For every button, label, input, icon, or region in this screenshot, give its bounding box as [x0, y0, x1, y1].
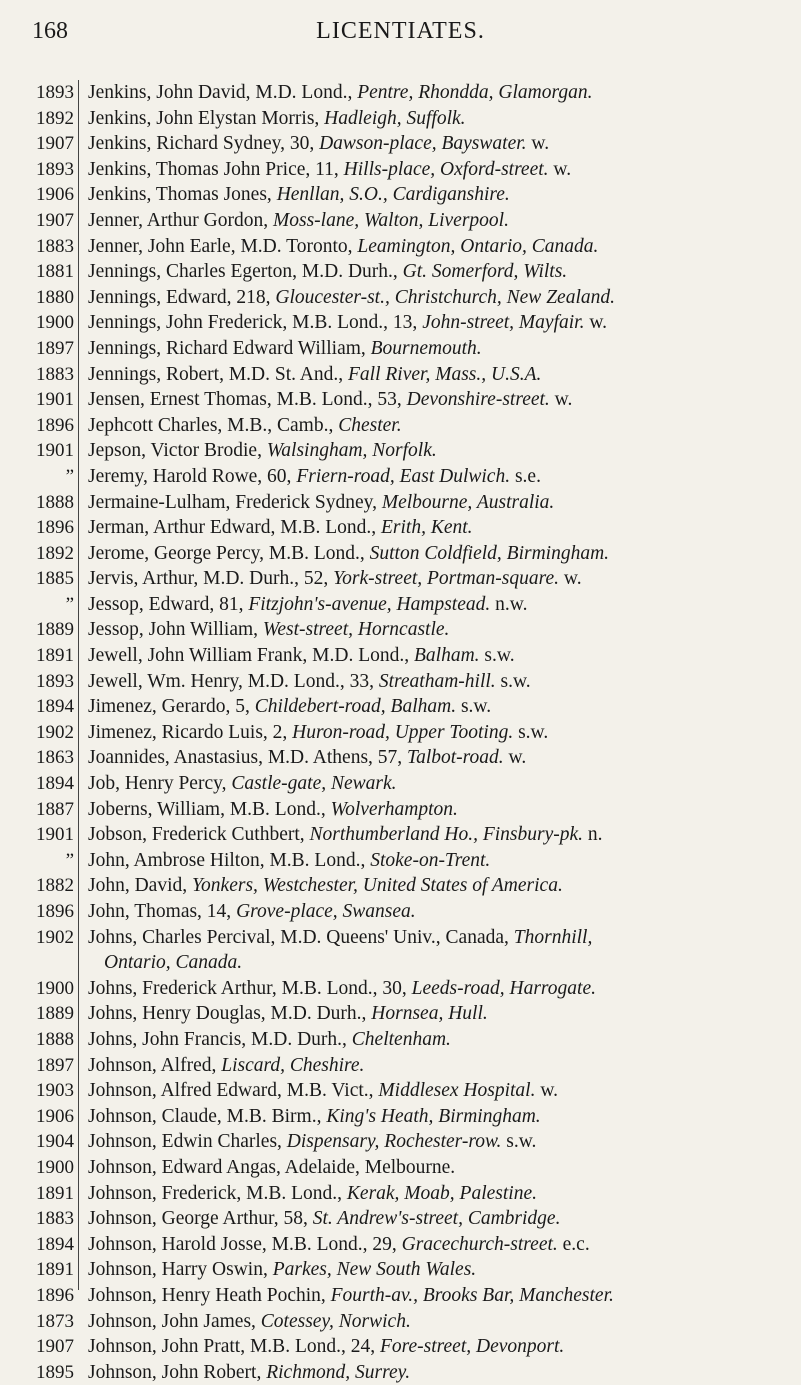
entry-name: Johns, Charles Percival, M.D. Queens' Univ., Canada,	[88, 926, 514, 948]
entry-row	[88, 771, 793, 797]
entry-row	[88, 745, 793, 771]
entry-row	[88, 541, 793, 567]
entry-name: Johnson, Frederick, M.B. Lond.,	[88, 1182, 347, 1204]
entry-name: Jerome, George Percy, M.B. Lond.,	[88, 542, 370, 564]
entry-address: Pentre, Rhondda, Glamorgan.	[357, 82, 593, 103]
entry-address: Leamington, Ontario, Canada.	[357, 235, 599, 257]
entry-year: 1887	[36, 798, 74, 820]
entry-address: Kerak, Moab, Palestine.	[346, 1182, 537, 1204]
entry-address: Balham.	[414, 645, 480, 667]
entry-address: Henllan, S.O., Cardiganshire.	[276, 184, 510, 206]
entry-row	[88, 259, 793, 285]
entry-district: w.	[535, 1080, 559, 1102]
entry-year: 1893	[36, 670, 74, 692]
entry-year: 1904	[36, 1131, 74, 1153]
entry-row	[88, 1206, 793, 1232]
entry-name: Jenner, John Earle, M.D. Toronto,	[88, 235, 358, 257]
entry-row	[88, 234, 793, 260]
entry-row	[88, 208, 793, 234]
entry-address: Erith, Kent.	[381, 517, 473, 539]
entry-year: 1900	[36, 977, 74, 999]
entry-row	[88, 1001, 793, 1027]
entry-row	[88, 1155, 793, 1181]
entry-year: 1902	[36, 721, 74, 743]
entry-row	[88, 515, 793, 541]
entry-row	[88, 1334, 793, 1360]
entry-address: Liscard, Cheshire.	[221, 1054, 365, 1076]
entry-name: Jessop, John William,	[88, 619, 263, 641]
entry-district: w.	[559, 568, 582, 590]
entry-year: 1894	[36, 696, 74, 718]
entry-row	[88, 1129, 793, 1155]
entry-row	[88, 720, 793, 746]
entry-row	[88, 669, 793, 695]
entry-address: Hadleigh, Suffolk.	[324, 107, 466, 129]
entry-address: Leeds-road, Harrogate.	[411, 977, 596, 999]
entry-row	[88, 617, 793, 643]
entry-district: n.w.	[490, 593, 528, 615]
entry-name: Johnson, George Arthur, 58,	[88, 1208, 313, 1230]
entry-address: Gloucester-st., Christchurch, New Zealand.	[275, 286, 615, 308]
entry-row	[88, 80, 793, 106]
entry-year: 1901	[36, 440, 74, 462]
entry-row	[88, 131, 793, 157]
year-column	[22, 80, 74, 1385]
entry-row	[88, 106, 793, 132]
entry-name: Johnson, Alfred Edward, M.B. Vict.,	[88, 1080, 379, 1102]
entry-name: Johnson, John James,	[88, 1310, 261, 1332]
entry-year: 1907	[36, 209, 74, 231]
entry-address: Hornsea, Hull.	[371, 1003, 488, 1025]
entry-year: 1873	[36, 1310, 74, 1332]
entry-district: w.	[548, 158, 572, 180]
entry-year: 1896	[36, 414, 74, 436]
entry-address: Stoke-on-Trent.	[370, 849, 491, 871]
entry-year: 1891	[36, 1259, 74, 1281]
entry-name: Jermaine-Lulham, Frederick Sydney,	[88, 491, 382, 513]
entry-name: Johnson, Harry Oswin,	[88, 1259, 273, 1281]
running-title: LICENTIATES.	[316, 18, 485, 44]
entry-address: Richmond, Surrey.	[266, 1361, 411, 1383]
entry-name: Jensen, Ernest Thomas, M.B. Lond., 53,	[88, 389, 407, 411]
entry-row	[88, 1309, 793, 1335]
entry-row	[88, 310, 793, 336]
entries-column	[88, 80, 793, 1385]
column-rule	[78, 80, 79, 1290]
entry-address: Parkes, New South Wales.	[272, 1259, 477, 1281]
entry-address: Thornhill,	[513, 926, 593, 948]
entry-row	[88, 285, 793, 311]
entry-year: 1889	[36, 1003, 74, 1025]
entry-address: Yonkers, Westchester, United States of America.	[192, 875, 563, 897]
entry-row	[88, 1027, 793, 1053]
entry-year: 1903	[36, 1080, 74, 1102]
entry-row	[88, 1104, 793, 1130]
entry-address: Wolverhampton.	[330, 798, 458, 820]
entry-row	[88, 694, 793, 720]
entry-address: Gracechurch-street.	[401, 1233, 558, 1255]
entry-address: Cotessey, Norwich.	[260, 1310, 411, 1332]
entry-name: Job, Henry Percy,	[88, 773, 232, 795]
entry-district: w.	[503, 747, 527, 769]
entry-address: Fourth-av., Brooks Bar, Manchester.	[330, 1284, 614, 1306]
entry-name: Jennings, Robert, M.D. St. And.,	[88, 363, 349, 385]
entry-address: Fore-street, Devonport.	[379, 1336, 565, 1358]
entry-name: Jephcott Charles, M.B., Camb.,	[88, 414, 339, 436]
entry-name: Johnson, Henry Heath Pochin,	[88, 1284, 331, 1306]
entry-address: John-street, Mayfair.	[422, 312, 585, 334]
entry-address: West-street, Horncastle.	[262, 619, 450, 641]
entry-name: Johnson, Claude, M.B. Birm.,	[88, 1105, 327, 1127]
entry-name: Johns, Frederick Arthur, M.B. Lond., 30,	[88, 977, 412, 999]
entry-name: Johnson, John Pratt, M.B. Lond., 24,	[88, 1336, 380, 1358]
entry-address: Dispensary, Rochester-row.	[286, 1131, 502, 1153]
entry-year: ”	[65, 849, 74, 871]
entry-year: 1907	[36, 133, 74, 155]
entry-name: John, David,	[88, 875, 192, 897]
entry-district: w.	[584, 312, 608, 334]
entry-name: Johnson, Edward Angas, Adelaide, Melbourne.	[88, 1156, 456, 1178]
entry-district: s.w.	[456, 696, 492, 718]
entry-name: Jewell, Wm. Henry, M.D. Lond., 33,	[88, 670, 379, 692]
entry-year: 1863	[36, 747, 74, 769]
entry-name: Jervis, Arthur, M.D. Durh., 52,	[88, 568, 334, 590]
entry-name: Johnson, Edwin Charles,	[88, 1131, 287, 1153]
entry-district: s.w.	[501, 1131, 537, 1153]
entry-address: Fall River, Mass., U.S.A.	[348, 363, 542, 385]
entry-name: Jennings, Charles Egerton, M.D. Durh.,	[88, 261, 403, 283]
entry-row	[88, 899, 793, 925]
entry-address: Huron-road, Upper Tooting.	[292, 721, 514, 743]
entry-row	[88, 976, 793, 1002]
entry-name: John, Ambrose Hilton, M.B. Lond.,	[88, 849, 371, 871]
entry-row	[88, 950, 793, 976]
entry-row	[88, 797, 793, 823]
entry-district: s.e.	[510, 465, 541, 487]
entry-address: Sutton Coldfield, Birmingham.	[369, 542, 610, 564]
entry-row	[88, 336, 793, 362]
entry-year: 1883	[36, 363, 74, 385]
entry-name: Jennings, John Frederick, M.B. Lond., 13,	[88, 312, 423, 334]
entry-row	[88, 362, 793, 388]
entry-address: Dawson-place, Bayswater.	[319, 133, 527, 155]
entry-address: Melbourne, Australia.	[381, 491, 555, 513]
page-number: 168	[32, 18, 68, 44]
entry-address: Walsingham, Norfolk.	[266, 440, 437, 462]
entry-row	[88, 566, 793, 592]
entry-row	[88, 1232, 793, 1258]
entry-address: Northumberland Ho., Finsbury-pk.	[309, 824, 584, 846]
entry-row	[88, 925, 793, 951]
entry-address: Streatham-hill.	[378, 670, 496, 692]
entry-row	[88, 1053, 793, 1079]
entry-name: Joannides, Anastasius, M.D. Athens, 57,	[88, 747, 408, 769]
entry-year: 1900	[36, 1156, 74, 1178]
entry-row	[88, 873, 793, 899]
entry-district: w.	[549, 389, 573, 411]
entry-year: 1891	[36, 645, 74, 667]
entry-name: Jenkins, John David, M.D. Lond.,	[88, 82, 358, 103]
entry-year: 1901	[36, 824, 74, 846]
entry-address: Middlesex Hospital.	[378, 1080, 536, 1102]
entry-year: 1881	[36, 261, 74, 283]
entry-address: Childebert-road, Balham.	[254, 696, 457, 718]
entry-district: s.w.	[513, 721, 549, 743]
entry-address: King's Heath, Birmingham.	[326, 1105, 541, 1127]
entry-year: 1906	[36, 1105, 74, 1127]
entry-name: Jenner, Arthur Gordon,	[88, 209, 273, 231]
entry-year: 1891	[36, 1182, 74, 1204]
entry-address: Bournemouth.	[370, 337, 482, 359]
entry-year: 1888	[36, 491, 74, 513]
entry-row	[88, 848, 793, 874]
entry-year: 1889	[36, 619, 74, 641]
entry-year: 1896	[36, 517, 74, 539]
entry-name: Jerman, Arthur Edward, M.B. Lond.,	[88, 517, 381, 539]
entry-year: 1882	[36, 875, 74, 897]
entry-name: Jenkins, Thomas John Price, 11,	[88, 158, 344, 180]
entry-address: York-street, Portman-square.	[333, 568, 559, 590]
entry-row	[88, 464, 793, 490]
entry-year: 1897	[36, 337, 74, 359]
entry-row	[88, 387, 793, 413]
entry-name: Jenkins, John Elystan Morris,	[88, 107, 325, 129]
entry-row	[88, 643, 793, 669]
entry-address: Castle-gate, Newark.	[231, 773, 397, 795]
entry-year: 1906	[36, 184, 74, 206]
entry-year: 1892	[36, 542, 74, 564]
entry-year	[22, 950, 74, 976]
entry-row	[88, 822, 793, 848]
entry-name: Jeremy, Harold Rowe, 60,	[88, 465, 297, 487]
entry-row	[88, 1283, 793, 1309]
entry-address: Gt. Somerford, Wilts.	[402, 261, 568, 283]
entry-address: Hills-place, Oxford-street.	[343, 158, 549, 180]
entry-year: 1907	[36, 1336, 74, 1358]
entry-address: Cheltenham.	[351, 1028, 451, 1050]
entry-year: 1883	[36, 1208, 74, 1230]
entry-year: 1896	[36, 1284, 74, 1306]
entry-name: Joberns, William, M.B. Lond.,	[88, 798, 331, 820]
entry-address: Friern-road, East Dulwich.	[296, 465, 511, 487]
entry-name: Jepson, Victor Brodie,	[88, 440, 267, 462]
entry-name: Jimenez, Gerardo, 5,	[88, 696, 255, 718]
entry-year: 1892	[36, 107, 74, 129]
entry-address: Devonshire-street.	[406, 389, 550, 411]
entry-address: Fitzjohn's-avenue, Hampstead.	[248, 593, 491, 615]
entry-district: w.	[526, 133, 550, 155]
entry-address: Ontario, Canada.	[104, 952, 243, 974]
entry-row	[88, 438, 793, 464]
entry-year: 1894	[36, 1233, 74, 1255]
entry-name: Jessop, Edward, 81,	[88, 593, 249, 615]
entry-address: Chester.	[338, 414, 402, 436]
entry-row	[88, 413, 793, 439]
entry-district: s.w.	[495, 670, 531, 692]
entry-row	[88, 592, 793, 618]
entry-district: n.	[583, 824, 603, 846]
entry-name: John, Thomas, 14,	[88, 901, 237, 922]
entry-year: 1880	[36, 286, 74, 308]
entry-address: Talbot-road.	[407, 747, 504, 769]
entry-year: 1894	[36, 773, 74, 795]
entry-year: 1883	[36, 235, 74, 257]
entry-row	[88, 1078, 793, 1104]
entry-name: Johns, John Francis, M.D. Durh.,	[88, 1028, 352, 1050]
entry-name: Johnson, Alfred,	[88, 1054, 222, 1076]
entry-name: Jimenez, Ricardo Luis, 2,	[88, 721, 293, 743]
entry-year: 1902	[36, 926, 74, 948]
entry-year: ”	[65, 465, 74, 487]
entry-address: St. Andrew's-street, Cambridge.	[312, 1208, 561, 1230]
entry-name: Jewell, John William Frank, M.D. Lond.,	[88, 645, 414, 667]
entry-name: Jennings, Richard Edward William,	[88, 337, 371, 359]
entry-name: Johnson, John Robert,	[88, 1361, 267, 1383]
entry-name: Jobson, Frederick Cuthbert,	[88, 824, 310, 846]
entry-year: 1897	[36, 1054, 74, 1076]
entry-address: Grove-place, Swansea.	[236, 901, 416, 922]
entry-address: Moss-lane, Walton, Liverpool.	[272, 209, 509, 231]
entry-row	[88, 182, 793, 208]
entry-year: 1893	[36, 82, 74, 103]
entry-name: Johns, Henry Douglas, M.D. Durh.,	[88, 1003, 372, 1025]
entry-year: 1888	[36, 1028, 74, 1050]
entry-district: e.c.	[557, 1233, 590, 1255]
entry-row	[88, 157, 793, 183]
entry-row	[88, 1181, 793, 1207]
entry-name: Jennings, Edward, 218,	[88, 286, 276, 308]
entry-name: Jenkins, Richard Sydney, 30,	[88, 133, 320, 155]
entry-row	[88, 1360, 793, 1385]
entry-district: s.w.	[479, 645, 515, 667]
entry-row	[88, 490, 793, 516]
entry-name: Johnson, Harold Josse, M.B. Lond., 29,	[88, 1233, 402, 1255]
entry-year: 1893	[36, 158, 74, 180]
entry-name: Jenkins, Thomas Jones,	[88, 184, 277, 206]
entry-year: 1885	[36, 568, 74, 590]
entry-year: ”	[65, 593, 74, 615]
entry-year: 1896	[36, 901, 74, 922]
entry-year: 1900	[36, 312, 74, 334]
entry-row	[88, 1257, 793, 1283]
entry-year: 1901	[36, 389, 74, 411]
entry-year: 1895	[36, 1361, 74, 1383]
